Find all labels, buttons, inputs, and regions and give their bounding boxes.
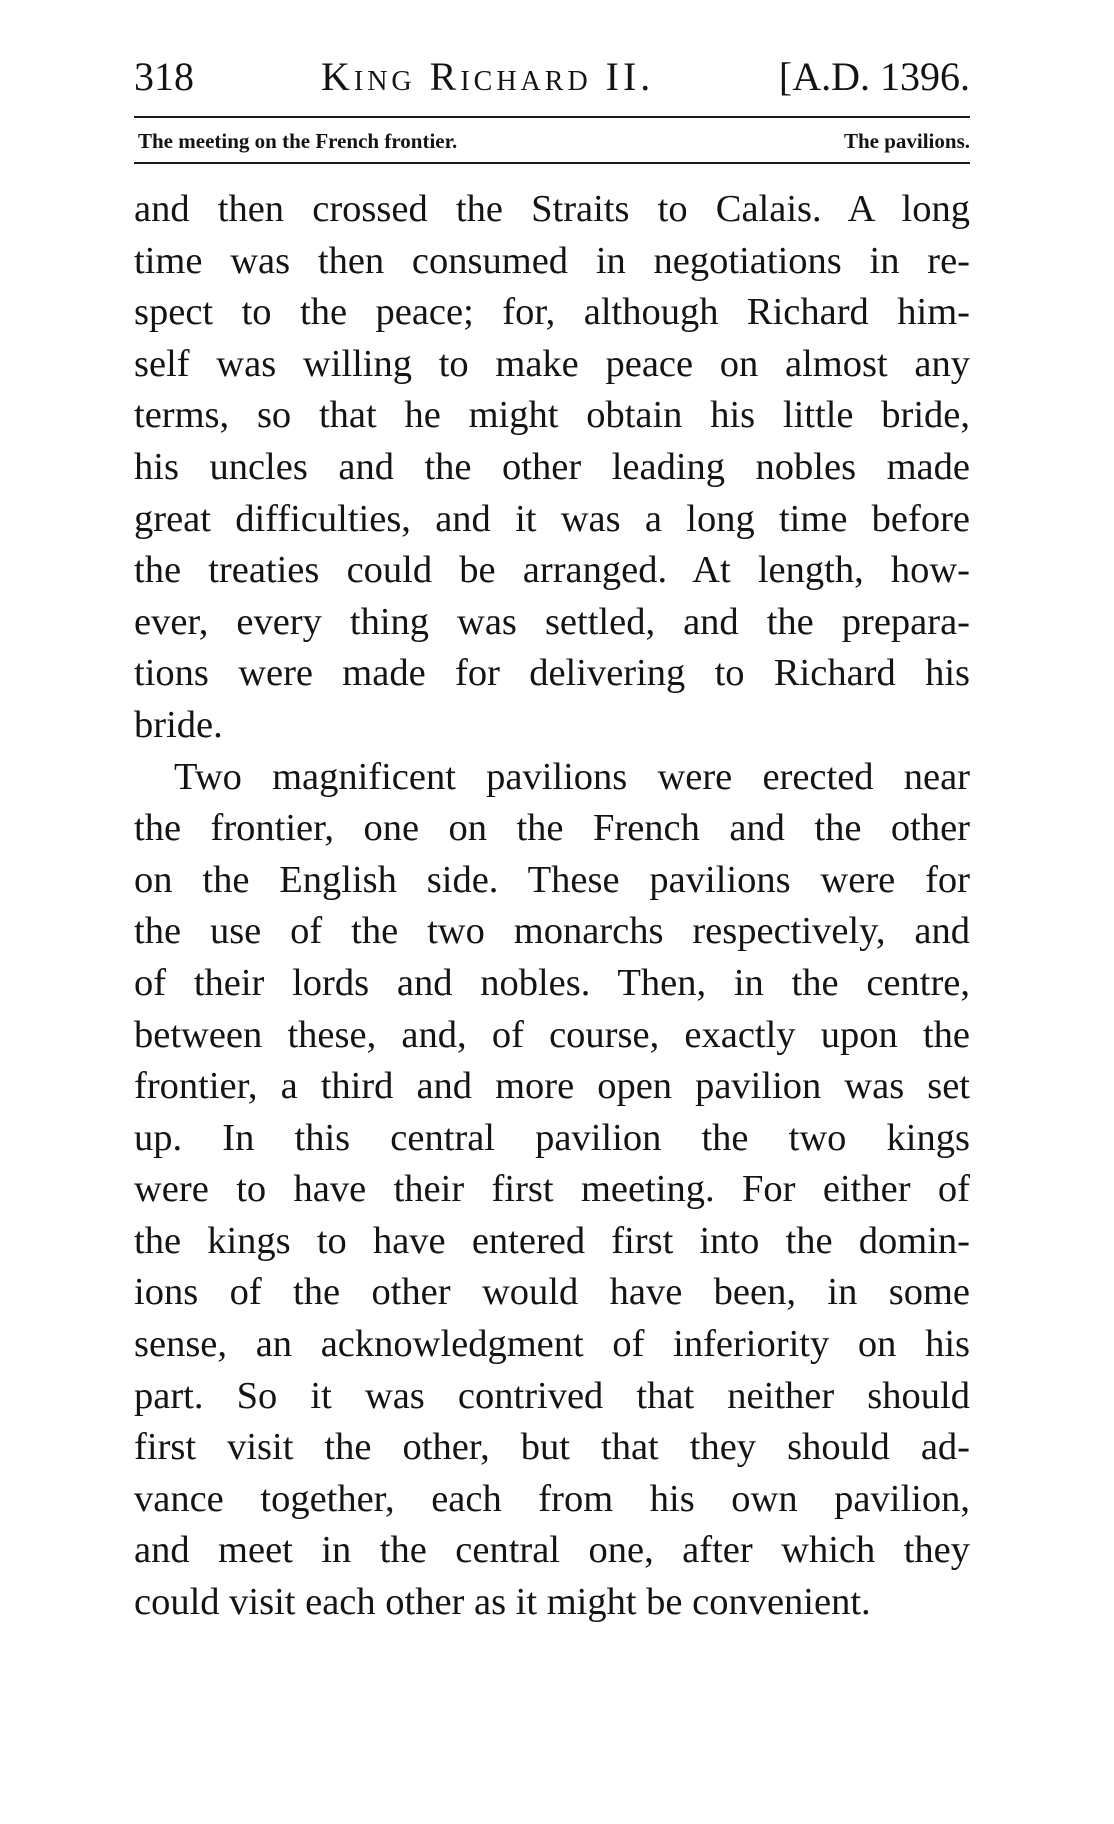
page-number: 318 [134, 54, 194, 99]
text-line: could visit each other as it might be convenient. [134, 1581, 871, 1624]
text-line: time was then consumed in negotiations in re- [134, 239, 970, 282]
text-line: and meet in the central one, after which they [134, 1529, 970, 1572]
text-line: spect to the peace; for, although Richard him- [134, 291, 970, 334]
text-line: and then crossed the Straits to Calais. A long [134, 188, 970, 230]
header-rule-bottom [134, 162, 970, 164]
text-line: up. In this central pavilion the two kings [134, 1116, 970, 1159]
text-line: the kings to have entered first into the domin- [134, 1219, 970, 1262]
paragraph-1 [134, 184, 970, 752]
text-line: of their lords and nobles. Then, in the centre, [134, 961, 970, 1004]
paragraph-2 [134, 752, 970, 1629]
text-line: frontier, a third and more open pavilion was set [134, 1065, 970, 1108]
text-line: great difficulties, and it was a long time before [134, 497, 970, 540]
running-title: King Richard II. [321, 54, 655, 99]
section-subheader [134, 124, 970, 158]
page-header [134, 52, 970, 102]
text-line: first visit the other, but that they should ad- [134, 1426, 970, 1469]
text-line: on the English side. These pavilions were for [134, 858, 970, 901]
text-line: the frontier, one on the French and the other [134, 807, 970, 850]
text-line: the use of the two monarchs respectively, and [134, 910, 970, 953]
text-line: ions of the other would have been, in some [134, 1271, 970, 1314]
text-line: were to have their first meeting. For either of [134, 1168, 970, 1211]
text-line: bride. [134, 703, 223, 746]
text-line: vance together, each from his own pavilion, [134, 1477, 970, 1520]
header-rule-top [134, 116, 970, 118]
subheader-left: The meeting on the French frontier. [138, 129, 458, 153]
text-line: Two magnificent pavilions were erected near [174, 755, 970, 798]
running-date: [A.D. 1396. [778, 54, 970, 99]
text-line: sense, an acknowledgment of inferiority on his [134, 1323, 970, 1366]
text-line: terms, so that he might obtain his little bride, [134, 394, 970, 437]
text-line: tions were made for delivering to Richard his [134, 652, 970, 695]
text-line: between these, and, of course, exactly upon the [134, 1013, 970, 1056]
text-line: part. So it was contrived that neither should [134, 1374, 970, 1417]
text-line: the treaties could be arranged. At length, how- [134, 549, 970, 592]
subheader-right: The pavilions. [843, 129, 970, 153]
text-line: self was willing to make peace on almost any [134, 342, 970, 385]
text-line: his uncles and the other leading nobles made [134, 445, 970, 488]
text-line: ever, every thing was settled, and the prepara- [134, 600, 970, 643]
body-text [134, 184, 970, 1629]
